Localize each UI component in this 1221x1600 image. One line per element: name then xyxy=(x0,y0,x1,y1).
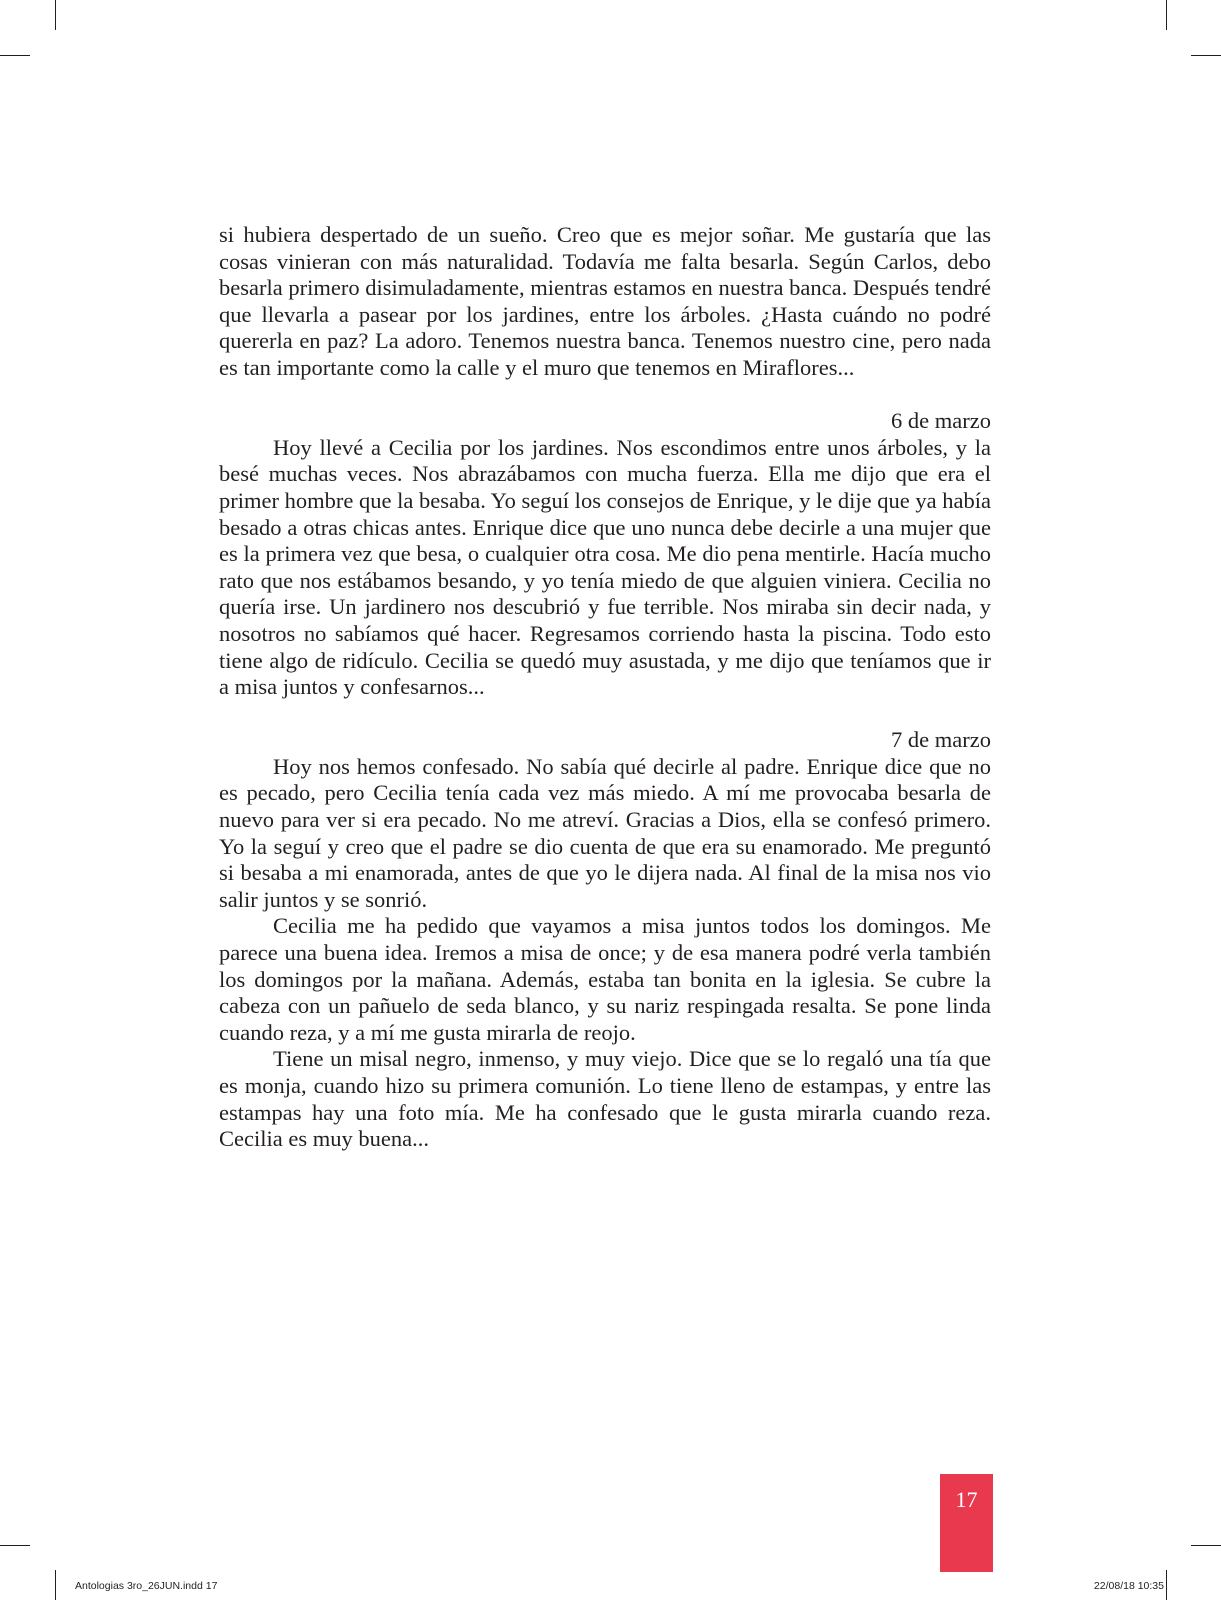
page-number: 17 xyxy=(955,1487,978,1512)
paragraph: Hoy llevé a Cecilia por los jardines. Nos escondimos entre unos árboles, y la besé muchas veces. Nos abrazábamos con mucha fuerza. Ella me dijo que era el primer hombre que la besaba. Yo seguí los consejos de Enrique, y le dije que ya había besado a otras chicas antes. Enrique dice que uno nunca debe decirle a una mujer que es la primera vez que besa, o cualquier otra cosa. Me dio pena mentirle. Hacía mucho rato que nos estábamos besando, y yo tenía miedo de que alguien viniera. Cecilia no quería irse. Un jardinero nos descubrió y fue terrible. Nos miraba sin decir nada, y nosotros no sabíamos qué hacer. Regresamos corriendo hasta la piscina. Todo esto tiene algo de ridículo. Cecilia se quedó muy asustada, y me dijo que teníamos que ir a misa juntos y confesarnos... xyxy=(219,434,991,700)
crop-mark-right-bottom xyxy=(1191,1545,1221,1546)
paragraph: Tiene un misal negro, inmenso, y muy viejo. Dice que se lo regaló una tía que es monja, cuando hizo su primera comunión. Lo tiene lleno de estampas, y entre las estampas hay una foto mía. Me ha confesado que le gusta mirarla cuando reza. Cecilia es muy buena... xyxy=(219,1046,991,1152)
crop-mark-top-left xyxy=(55,0,56,30)
crop-mark-right-top xyxy=(1191,55,1221,56)
diary-date-heading: 6 de marzo xyxy=(891,408,991,434)
diary-date-heading: 7 de marzo xyxy=(891,727,991,753)
crop-mark-bottom-left xyxy=(55,1570,56,1600)
crop-mark-left-bottom xyxy=(0,1545,30,1546)
body-text xyxy=(219,222,991,1153)
paragraph-continuation: si hubiera despertado de un sueño. Creo que es mejor soñar. Me gustaría que las cosas vinieran con más naturalidad. Todavía me falta besarla. Según Carlos, debo besarla primero disimuladamente, mientras estamos en nuestra banca. Después tendré que llevarla a pasear por los jardines, entre los árboles. ¿Hasta cuándo no podré quererla en paz? La adoro. Tenemos nuestra banca. Tenemos nuestro cine, pero nada es tan importante como la calle y el muro que tenemos en Miraflores... xyxy=(219,222,991,380)
paragraph: Cecilia me ha pedido que vayamos a misa juntos todos los domingos. Me parece una buena idea. Iremos a misa de once; y de esa manera podré verla también los domingos por la mañana. Además, estaba tan bonita en la iglesia. Se cubre la cabeza con un pañuelo de seda blanco, y su nariz respingada resalta. Se pone linda cuando reza, y a mí me gusta mirarla de reojo. xyxy=(219,913,991,1045)
print-timestamp: 22/08/18 10:35 xyxy=(1093,1580,1164,1592)
print-file-label: Antologias 3ro_26JUN.indd 17 xyxy=(75,1580,218,1592)
crop-mark-left-top xyxy=(0,55,30,56)
paragraph: Hoy nos hemos confesado. No sabía qué decirle al padre. Enrique dice que no es pecado, pero Cecilia tenía cada vez más miedo. A mí me provocaba besarla de nuevo para ver si era pecado. No me atreví. Gracias a Dios, ella se confesó primero. Yo la seguí y creo que el padre se dio cuenta de que era su enamorado. Me preguntó si besaba a mi enamorada, antes de que yo le dijera nada. Al final de la misa nos vio salir juntos y se sonrió. xyxy=(219,753,991,912)
page-number-tab xyxy=(940,1474,993,1572)
crop-mark-bottom-right xyxy=(1166,1570,1167,1600)
crop-mark-top-right xyxy=(1166,0,1167,30)
